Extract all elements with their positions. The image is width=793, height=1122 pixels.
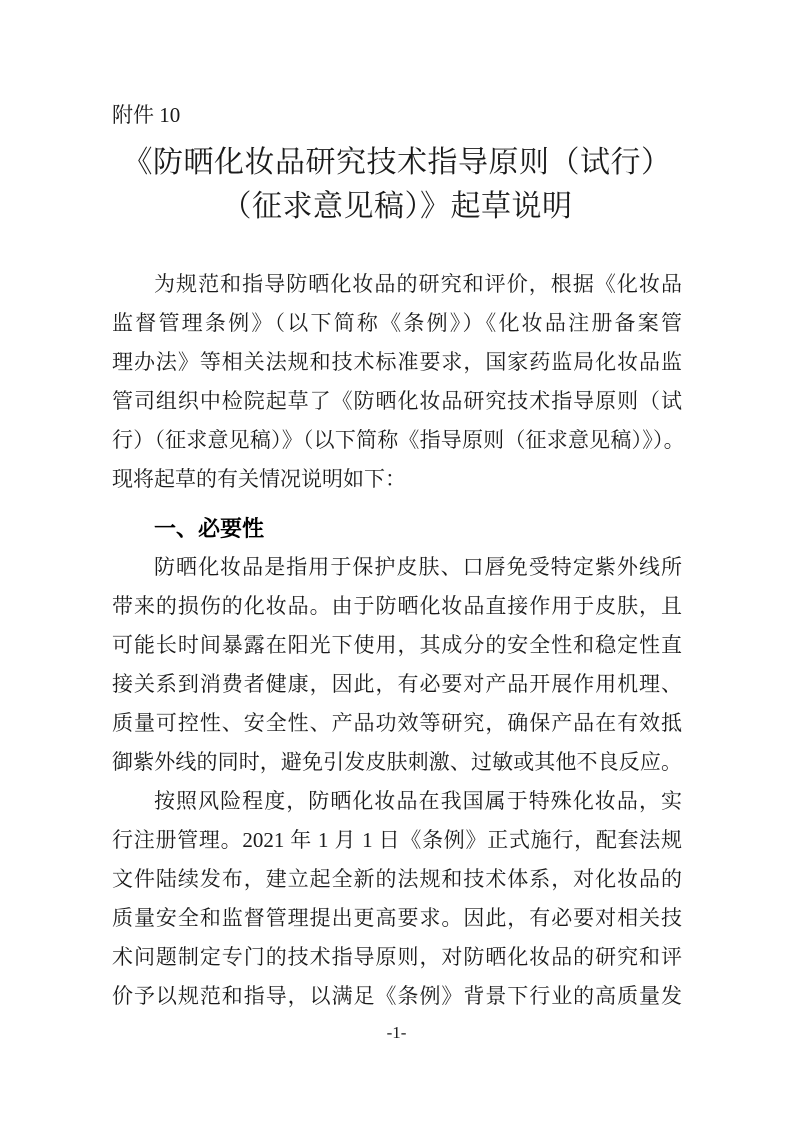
text-line: 带来的损伤的化妆品。由于防晒化妆品直接作用于皮肤，且: [112, 594, 682, 618]
attachment-label: 附件 10: [112, 103, 181, 127]
text-line: 文件陆续发布，建立起全新的法规和技术体系，对化妆品的: [112, 867, 682, 891]
text-line: 行）（征求意见稿）》（以下简称《指导原则（征求意见稿）》）。: [112, 428, 682, 452]
text-line: 管司组织中检院起草了《防晒化妆品研究技术指导原则（试: [112, 389, 682, 413]
paragraph-3: [112, 782, 682, 1016]
text-line: 监督管理条例》（以下简称《条例》）《化妆品注册备案管: [112, 311, 682, 335]
document-title: [112, 141, 682, 229]
text-line: 接关系到消费者健康，因此，有必要对产品开展作用机理、: [112, 672, 682, 696]
text-line: 价予以规范和指导，以满足《条例》背景下行业的高质量发: [112, 984, 682, 1008]
paragraph-2: [112, 548, 682, 782]
text-line: 防晒化妆品是指用于保护皮肤、口唇免受特定紫外线所: [154, 555, 682, 579]
text-line: 按照风险程度，防晒化妆品在我国属于特殊化妆品，实: [154, 789, 682, 813]
text-line: 术问题制定专门的技术指导原则，对防晒化妆品的研究和评: [112, 945, 682, 969]
paragraph-1: [112, 265, 682, 460]
document-body: [112, 265, 682, 1016]
paragraph-1-closing-line: 现将起草的有关情况说明如下：: [112, 467, 406, 491]
text-line: 为规范和指导防晒化妆品的研究和评价，根据《化妆品: [154, 272, 682, 296]
text-line: 行注册管理。2021 年 1 月 1 日《条例》正式施行，配套法规: [112, 828, 682, 852]
text-line: 可能长时间暴露在阳光下使用，其成分的安全性和稳定性直: [112, 633, 682, 657]
text-line: 质量可控性、安全性、产品功效等研究，确保产品在有效抵: [112, 711, 682, 735]
text-line: 理办法》等相关法规和技术标准要求，国家药监局化妆品监: [112, 350, 682, 374]
title-line-2: （征求意见稿）》起草说明: [221, 190, 573, 223]
title-line-1: 《防晒化妆品研究技术指导原则（试行）: [122, 146, 672, 179]
section-heading-necessity: 一、必要性: [154, 516, 265, 541]
page-number: -1-: [386, 1023, 407, 1042]
text-line: 质量安全和监督管理提出更高要求。因此，有必要对相关技: [112, 906, 682, 930]
text-line: 御紫外线的同时，避免引发皮肤刺激、过敏或其他不良反应。: [112, 750, 682, 774]
